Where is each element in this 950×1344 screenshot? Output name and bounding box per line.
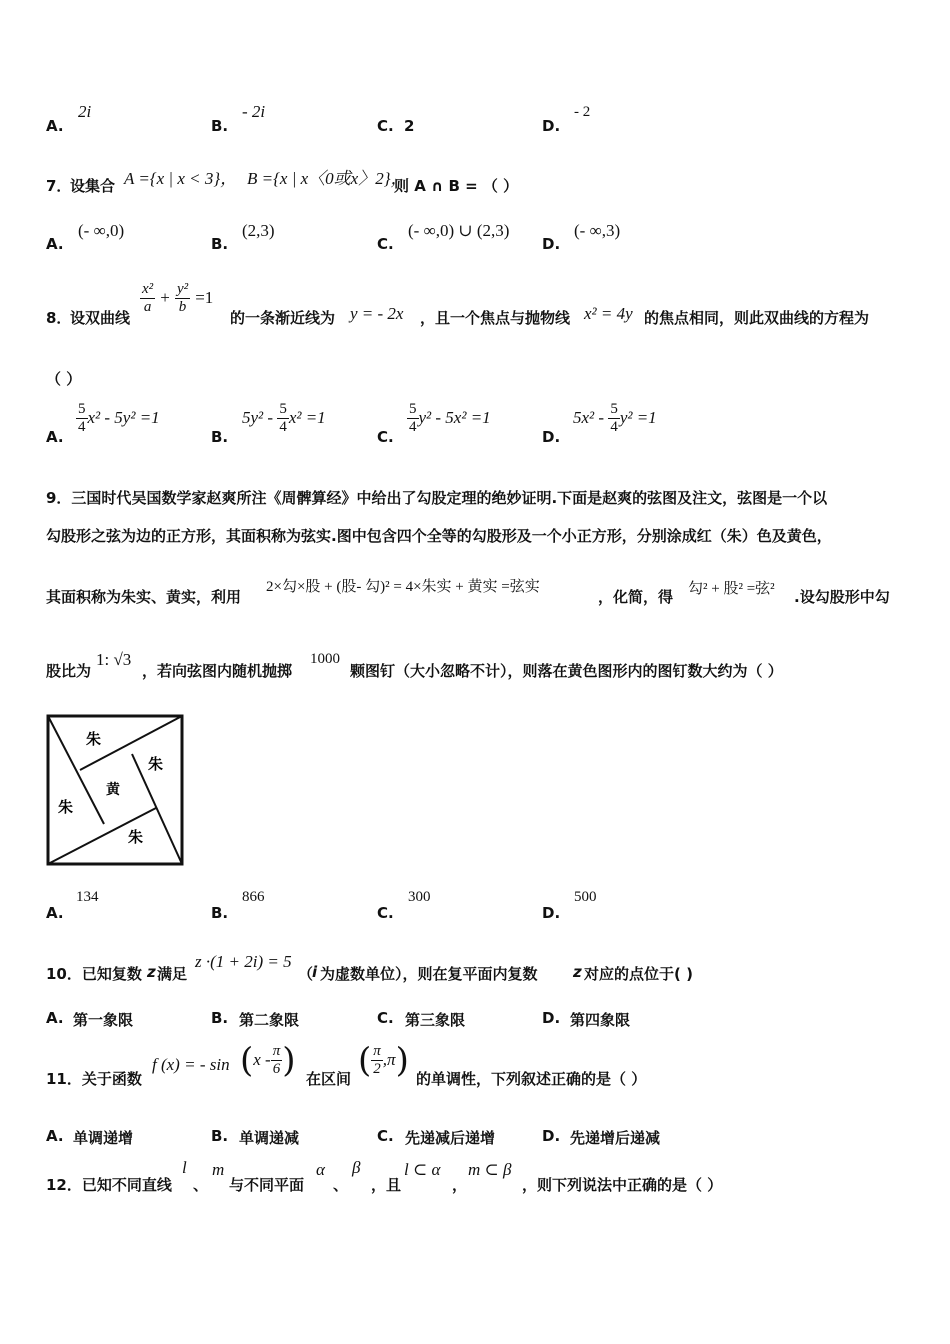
q9-opt-d-text: 500 bbox=[574, 889, 597, 905]
q9-opt-b-text: 866 bbox=[242, 889, 265, 905]
q6-opt-d-label: D. bbox=[542, 117, 561, 135]
q9-opt-a-text: 134 bbox=[76, 889, 99, 905]
q7-set-b: B ={x | x〈0或x〉2}， bbox=[247, 169, 408, 188]
q12-post: ，则下列说法中正确的是（ ） bbox=[522, 1176, 723, 1194]
q7-opt-c-label: C. bbox=[377, 235, 394, 253]
q8-frac-y: $\frac{\text{y²}}{b}$ bbox=[176, 281, 189, 315]
q11-opt-b-text: 单调递减 bbox=[239, 1129, 300, 1147]
q10-pre: 10．已知复数 bbox=[46, 965, 142, 983]
q10-mid3: 为虚数单位），则在复平面内复数 bbox=[320, 965, 538, 983]
q10-opt-a-text: 第一象限 bbox=[73, 1011, 134, 1029]
q11-opt-c-label: C. bbox=[377, 1127, 394, 1145]
q10-i: i bbox=[312, 963, 318, 981]
q11-interval: ( $\frac{\pi}{2}$ ,π) bbox=[358, 1040, 409, 1081]
q11-mid: 在区间 bbox=[306, 1070, 352, 1088]
q12-beta: β bbox=[352, 1158, 361, 1177]
q6-opt-c-text: 2 bbox=[404, 117, 415, 135]
q12-mid1: 与不同平面 bbox=[229, 1176, 305, 1194]
q11-opt-d-label: D. bbox=[542, 1127, 561, 1145]
q7-opt-c-text: (- ∞,0) ∪ (2,3) bbox=[408, 221, 510, 240]
zhu-label-right: 朱 bbox=[148, 755, 164, 773]
q8-frac-x: $\frac{\text{x²}}{a}$ bbox=[142, 281, 154, 315]
q6-opt-c-label: C. bbox=[377, 117, 394, 135]
q12-sep1: 、 bbox=[193, 1176, 209, 1194]
q7-opt-d-label: D. bbox=[542, 235, 561, 253]
q7-pre: 设集合 bbox=[70, 177, 116, 195]
xian-figure bbox=[46, 714, 184, 866]
q7-set-a: A ={x | x < 3}， bbox=[124, 169, 238, 188]
q10-opt-a-label: A. bbox=[46, 1009, 64, 1027]
q9-opt-a-label: A. bbox=[46, 904, 64, 922]
q12-l: l bbox=[182, 1158, 187, 1177]
q7-opt-d-text: (- ∞,3) bbox=[574, 221, 621, 240]
q9-line4-mid: ，若向弦图内随机抛掷 bbox=[142, 662, 293, 680]
q8-mid2: ，且一个焦点与抛物线 bbox=[420, 309, 571, 327]
q12-m: m bbox=[212, 1160, 225, 1179]
q11-pre: 11．关于函数 bbox=[46, 1070, 142, 1088]
q8-pre: 设双曲线 bbox=[70, 309, 131, 327]
q10-opt-c-text: 第三象限 bbox=[405, 1011, 466, 1029]
q9-line2: 勾股形之弦为边的正方形，其面积称为弦实.图中包含四个全等的勾股形及一个小正方形，分别涂成红（朱）色及黄色， bbox=[46, 527, 832, 545]
q9-line4-post: 颗图钉（大小忽略不计），则落在黄色图形内的图钉数大约为（ ） bbox=[350, 662, 783, 680]
q10-mid2: （ bbox=[298, 965, 314, 983]
q11-opt-c-text: 先递减后递增 bbox=[405, 1129, 496, 1147]
q7-opt-a-label: A. bbox=[46, 235, 64, 253]
q8-opt-d-label: D. bbox=[542, 428, 561, 446]
q8-post: 的焦点相同，则此双曲线的方程为 bbox=[644, 309, 870, 327]
q10-formula: z ·(1 + 2i) = 5 bbox=[195, 952, 292, 971]
q11-arg: (x - $\frac{\pi}{6}$ ) bbox=[240, 1040, 296, 1081]
zhu-label-top: 朱 bbox=[86, 730, 102, 748]
huang-label: 黄 bbox=[106, 782, 120, 798]
q12-rel1: l ⊂ α bbox=[404, 1160, 441, 1179]
q9-count: 1000 bbox=[310, 651, 340, 667]
q12-sep3: ， bbox=[452, 1176, 468, 1194]
q8-opt-d-eq: 5x² - $\frac{5}{4}$ y² =1 bbox=[573, 401, 657, 435]
q8-opt-b-label: B. bbox=[211, 428, 229, 446]
q10-opt-d-label: D. bbox=[542, 1009, 561, 1027]
q8-opt-a-eq: $\frac{5}{4}$ x² - 5y² =1 bbox=[78, 401, 160, 435]
q11-post: 的单调性，下列叙述正确的是（ ） bbox=[416, 1070, 647, 1088]
q11-opt-b-label: B. bbox=[211, 1127, 229, 1145]
q9-formula2: 勾² + 股² =弦² bbox=[688, 581, 775, 597]
q6-opt-b-label: B. bbox=[211, 117, 229, 135]
q10-post: 对应的点位于( ) bbox=[584, 965, 693, 983]
q9-line3-pre: 其面积称为朱实、黄实，利用 bbox=[46, 588, 242, 606]
q9-ratio: 1: √3 bbox=[96, 650, 132, 669]
q8-opt-c-eq: $\frac{5}{4}$ y² - 5x² =1 bbox=[409, 401, 491, 435]
zhu-label-left: 朱 bbox=[58, 798, 74, 816]
q8-mid1: 的一条渐近线为 bbox=[230, 309, 336, 327]
q11-opt-a-label: A. bbox=[46, 1127, 64, 1145]
q9-line1: 9．三国时代吴国数学家赵爽所注《周髀算经》中给出了勾股定理的绝妙证明.下面是赵爽的弦图及注文，弦图是一个以 bbox=[46, 489, 828, 507]
q12-rel2: m ⊂ β bbox=[468, 1160, 512, 1179]
q10-opt-b-label: B. bbox=[211, 1009, 229, 1027]
q9-opt-c-text: 300 bbox=[408, 889, 431, 905]
q8-number: 8． bbox=[46, 309, 72, 327]
q11-f-lhs: f (x) = - sin bbox=[152, 1055, 230, 1074]
q12-mid2: ，且 bbox=[371, 1176, 402, 1194]
q9-line3-post: .设勾股形中勾 bbox=[794, 588, 890, 606]
q8-opt-b-eq: 5y² - $\frac{5}{4}$ x² =1 bbox=[242, 401, 326, 435]
q10-opt-d-text: 第四象限 bbox=[570, 1011, 631, 1029]
q9-opt-c-label: C. bbox=[377, 904, 394, 922]
q7-opt-a-text: (- ∞,0) bbox=[78, 221, 125, 240]
q10-mid1: 满足 bbox=[157, 965, 188, 983]
q8-parabola: x² = 4y bbox=[584, 304, 633, 323]
q12-sep2: 、 bbox=[333, 1176, 349, 1194]
q6-opt-b-text: - 2i bbox=[242, 102, 266, 121]
q11-opt-a-text: 单调递增 bbox=[73, 1129, 134, 1147]
q9-opt-b-label: B. bbox=[211, 904, 229, 922]
q9-line3-mid: ，化简，得 bbox=[598, 588, 674, 606]
q7-number: 7． bbox=[46, 177, 72, 195]
q9-line4-pre: 股比为 bbox=[46, 662, 92, 680]
q7-opt-b-label: B. bbox=[211, 235, 229, 253]
q8-opt-c-label: C. bbox=[377, 428, 394, 446]
q10-opt-b-text: 第二象限 bbox=[239, 1011, 300, 1029]
q9-formula1: 2×勾×股 + (股- 勾)² = 4×朱实 + 黄实 =弦实 bbox=[266, 579, 540, 595]
q12-pre: 12．已知不同直线 bbox=[46, 1176, 172, 1194]
q6-opt-a-label: A. bbox=[46, 117, 64, 135]
q6-opt-d-text: - 2 bbox=[574, 104, 591, 120]
q11-opt-d-text: 先递增后递减 bbox=[570, 1129, 661, 1147]
q10-z2: z bbox=[573, 963, 582, 981]
q8-paren: （ ） bbox=[46, 370, 82, 388]
zhu-label-bottom: 朱 bbox=[128, 828, 144, 846]
q7-post: 则 A ∩ B = （ ） bbox=[394, 177, 519, 195]
q12-alpha: α bbox=[316, 1160, 325, 1179]
q8-opt-a-label: A. bbox=[46, 428, 64, 446]
q6-opt-a-text: 2i bbox=[78, 102, 92, 121]
q10-opt-c-label: C. bbox=[377, 1009, 394, 1027]
q7-opt-b-text: (2,3) bbox=[242, 221, 275, 240]
q10-z: z bbox=[147, 963, 156, 981]
q9-opt-d-label: D. bbox=[542, 904, 561, 922]
q8-hyperbola-eq: $\frac{\text{x²}}{a}$ + $\frac{\text{y²}}{b}$ =1 bbox=[142, 281, 214, 315]
q8-asymptote: y = - 2x bbox=[350, 304, 404, 323]
